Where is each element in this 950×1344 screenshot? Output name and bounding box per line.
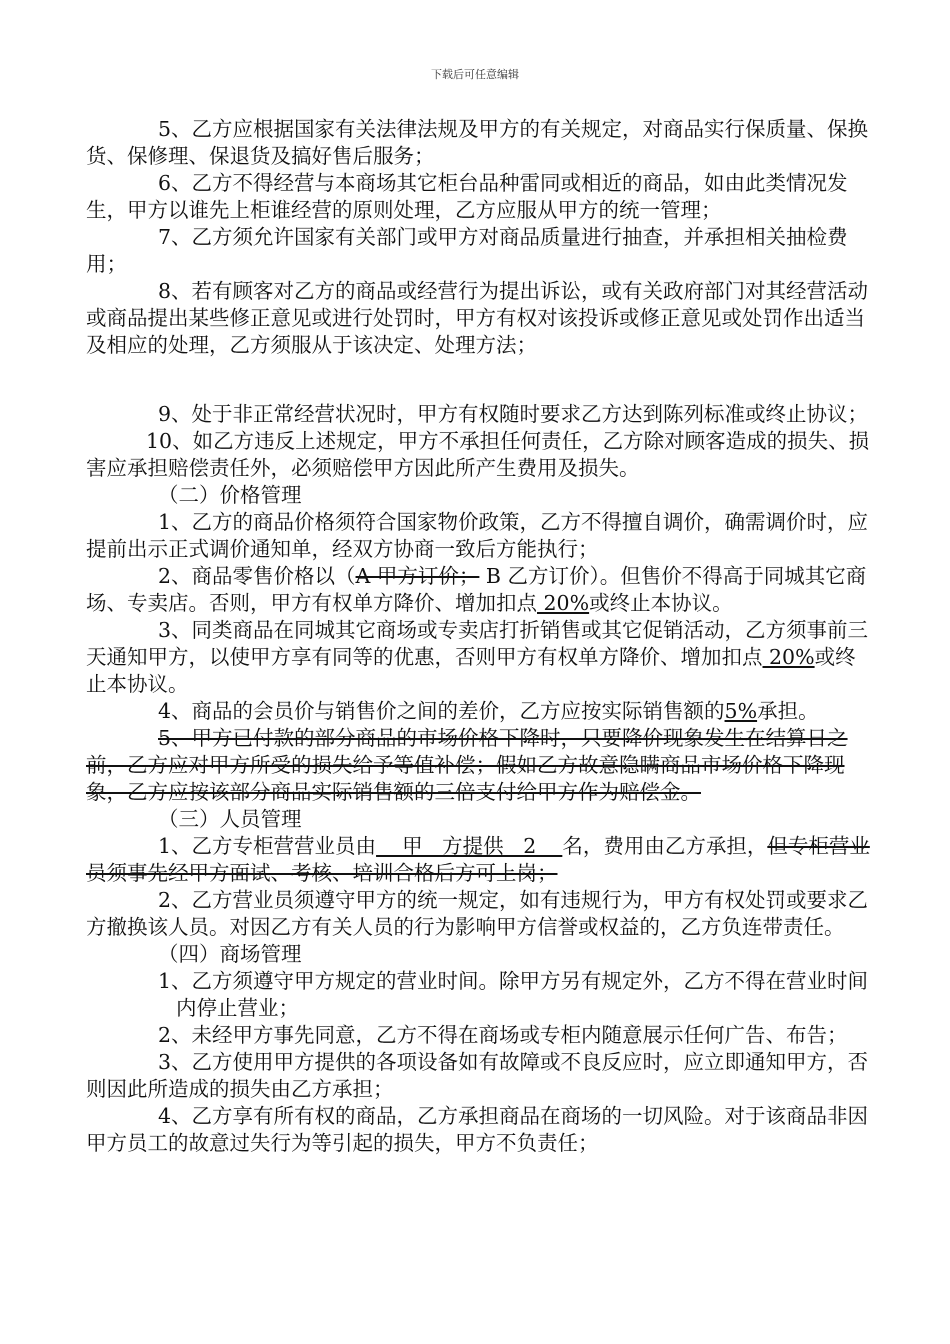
clause-price-3 — [86, 617, 871, 698]
clause-staff-1-text-a: 1、乙方专柜营营业员由 — [158, 834, 377, 858]
clause-price-5-struck: 5、甲方已付款的部分商品的市场价格下降时，只要降价现象发生在结算日之前，乙方应对甲方所受的损失给予等值补偿；假如乙方故意隐瞒商品市场价格下降现象，乙方应按该部分商品实际销售额的三倍支付给甲方作为赔偿金。 — [86, 726, 848, 804]
clause-operation-8: 8、若有顾客对乙方的商品或经营行为提出诉讼，或有关政府部门对其经营活动或商品提出某些修正意见或进行处罚时，甲方有权对该投诉或修正意见或处罚作出适当及相应的处理，乙方须服从于该决定、处理方法； — [86, 279, 869, 357]
clause-price-3-text-a: 3、同类商品在同城其它商场或专卖店打折销售或其它促销活动，乙方须事前三天通知甲方，以使甲方享有同等的优惠，否则甲方有权单方降价、增加扣点 — [86, 618, 869, 669]
clause-operation-9: 9、处于非正常经营状况时，甲方有权随时要求乙方达到陈列标准或终止协议； — [158, 402, 869, 426]
section-heading-mall: （四）商场管理 — [158, 942, 302, 966]
underlined-provider-count: 甲 方提供 2 — [376, 834, 563, 858]
clause-mall-1: 1、乙方须遵守甲方规定的营业时间。除甲方另有规定外，乙方不得在营业时间内停止营业； — [158, 969, 869, 1020]
section-heading-price: （二）价格管理 — [158, 483, 302, 507]
clause-mall-4: 4、乙方享有所有权的商品，乙方承担商品在商场的一切风险。对于该商品非因甲方员工的故意过失行为等引起的损失，甲方不负责任； — [86, 1104, 869, 1155]
clause-price-3-text-c: 或终止本协议。 — [86, 645, 856, 696]
struck-training-requirement: 但专柜营业员须事先经甲方面试、考核、培训合格后方可上岗； — [86, 834, 870, 885]
clause-price-2-text-a: 2、商品零售价格以（ — [158, 564, 356, 588]
clause-price-4 — [86, 698, 871, 725]
underlined-rate: 5% — [724, 699, 758, 723]
underlined-rate: 20% — [762, 645, 815, 669]
document-body — [86, 116, 871, 1157]
clause-staff-1-text-c: 名，费用由乙方承担， — [562, 834, 768, 858]
clause-price-4-text-c: 承担。 — [757, 699, 819, 723]
clause-price-1: 1、乙方的商品价格须符合国家物价政策，乙方不得擅自调价，确需调价时，应提前出示正式调价通知单，经双方协商一致后方能执行； — [86, 510, 869, 561]
clause-staff-2: 2、乙方营业员须遵守甲方的统一规定，如有违规行为，甲方有权处罚或要求乙方撤换该人员。对因乙方有关人员的行为影响甲方信誉或权益的，乙方负连带责任。 — [86, 888, 869, 939]
clause-price-2 — [86, 563, 871, 617]
clause-staff-1 — [86, 833, 871, 887]
clause-operation-5: 5、乙方应根据国家有关法律法规及甲方的有关规定，对商品实行保质量、保换货、保修理、保退货及搞好售后服务； — [86, 117, 869, 168]
clause-mall-2: 2、未经甲方事先同意，乙方不得在商场或专柜内随意展示任何广告、布告； — [158, 1023, 848, 1047]
clause-price-2-text-c: B 乙方订价）。但售价不得高于同城其它商场、专卖店。否则，甲方有权单方降价、增加扣点 — [86, 564, 867, 615]
clause-operation-10: 10、如乙方违反上述规定，甲方不承担任何责任，乙方除对顾客造成的损失、损害应承担赔偿责任外，必须赔偿甲方因此所产生费用及损失。 — [86, 429, 870, 480]
clause-price-4-text-a: 4、商品的会员价与销售价之间的差价，乙方应按实际销售额的 — [158, 699, 725, 723]
clause-price-2-text-e: 或终止本协议。 — [589, 591, 733, 615]
struck-option-a: A 甲方订价； — [355, 564, 480, 588]
underlined-rate: 20% — [537, 591, 590, 615]
clause-operation-7: 7、乙方须允许国家有关部门或甲方对商品质量进行抽查，并承担相关抽检费用； — [86, 225, 848, 276]
clause-mall-3: 3、乙方使用甲方提供的各项设备如有故障或不良反应时，应立即通知甲方，否则因此所造成的损失由乙方承担； — [86, 1050, 869, 1101]
page-header-note: 下载后可任意编辑 — [431, 68, 519, 81]
clause-operation-6: 6、乙方不得经营与本商场其它柜台品种雷同或相近的商品，如由此类情况发生，甲方以谁先上柜谁经营的原则处理，乙方应服从甲方的统一管理； — [86, 171, 848, 222]
section-heading-staff: （三）人员管理 — [158, 807, 302, 831]
paragraph-gap — [86, 359, 871, 401]
